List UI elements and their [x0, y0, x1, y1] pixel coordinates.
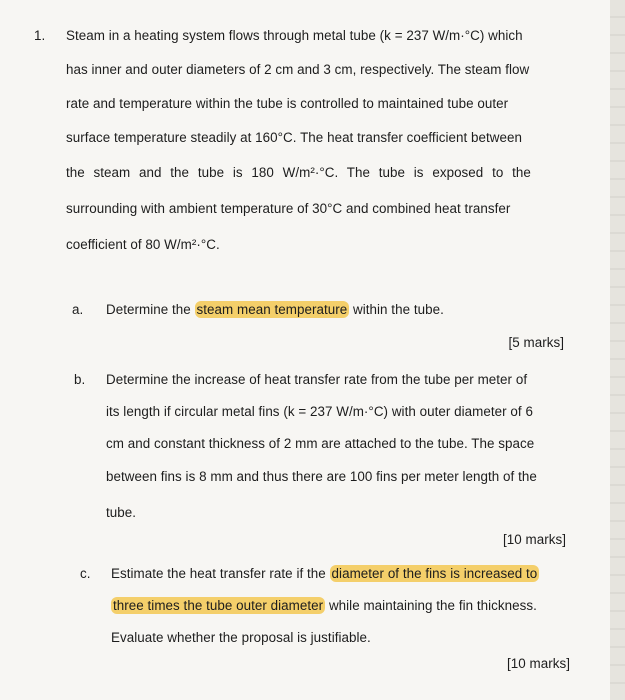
part-c-line-3: Evaluate whether the proposal is justifiable. — [111, 630, 371, 645]
part-b-line-3: cm and constant thickness of 2 mm are attached to the tube. The space — [106, 436, 535, 451]
question-line-1-text: Steam in a heating system flows through metal tube (k = 237 W/m·°C) which — [66, 28, 523, 43]
part-c-label: c. — [80, 566, 91, 581]
part-b-marks: [10 marks] — [502, 532, 566, 547]
part-a-highlight: steam mean temperature — [196, 302, 348, 317]
part-b-label: b. — [74, 372, 86, 387]
question-line-5: the steam and the tube is 180 W/m²·°C. The tube is exposed to the — [66, 165, 531, 180]
question-line-7: coefficient of 80 W/m²·°C. — [66, 237, 220, 252]
question-line-6: surrounding with ambient temperature of 30°C and combined heat transfer — [66, 201, 511, 216]
notebook-edge — [610, 0, 625, 700]
question-line-3: rate and temperature within the tube is controlled to maintained tube outer — [66, 96, 509, 111]
question-line-2: has inner and outer diameters of 2 cm and 3 cm, respectively. The steam flow — [66, 62, 530, 77]
part-a-marks: [5 marks] — [508, 335, 564, 350]
part-c-line-1-before: Estimate the heat transfer rate if the — [111, 566, 330, 581]
part-b-line-1: Determine the increase of heat transfer rate from the tube per meter of — [106, 372, 528, 387]
part-c-line-1 — [111, 566, 539, 581]
question-line-1 — [66, 28, 563, 43]
part-b-line-4: between fins is 8 mm and thus there are 100 fins per meter length of the — [106, 469, 537, 484]
part-b-line-2: its length if circular metal fins (k = 237 W/m·°C) with outer diameter of 6 — [106, 404, 533, 419]
part-b-line-5: tube. — [106, 505, 137, 520]
part-c-line-2 — [111, 598, 537, 613]
question-number: 1. — [34, 28, 46, 43]
part-c-line-2-highlight: three times the tube outer diameter — [113, 598, 324, 613]
part-a-question — [106, 302, 444, 317]
part-c-line-1-highlight: diameter of the fins is increased to — [331, 566, 538, 581]
part-c-line-2-after: while maintaining the fin thickness. — [325, 598, 537, 613]
part-a-text-before: Determine the — [106, 302, 195, 317]
question-line-4: surface temperature steadily at 160°C. The heat transfer coefficient between — [66, 130, 523, 145]
part-a-text-after: within the tube. — [349, 302, 444, 317]
part-a-label: a. — [72, 302, 84, 317]
part-c-marks: [10 marks] — [506, 656, 570, 671]
